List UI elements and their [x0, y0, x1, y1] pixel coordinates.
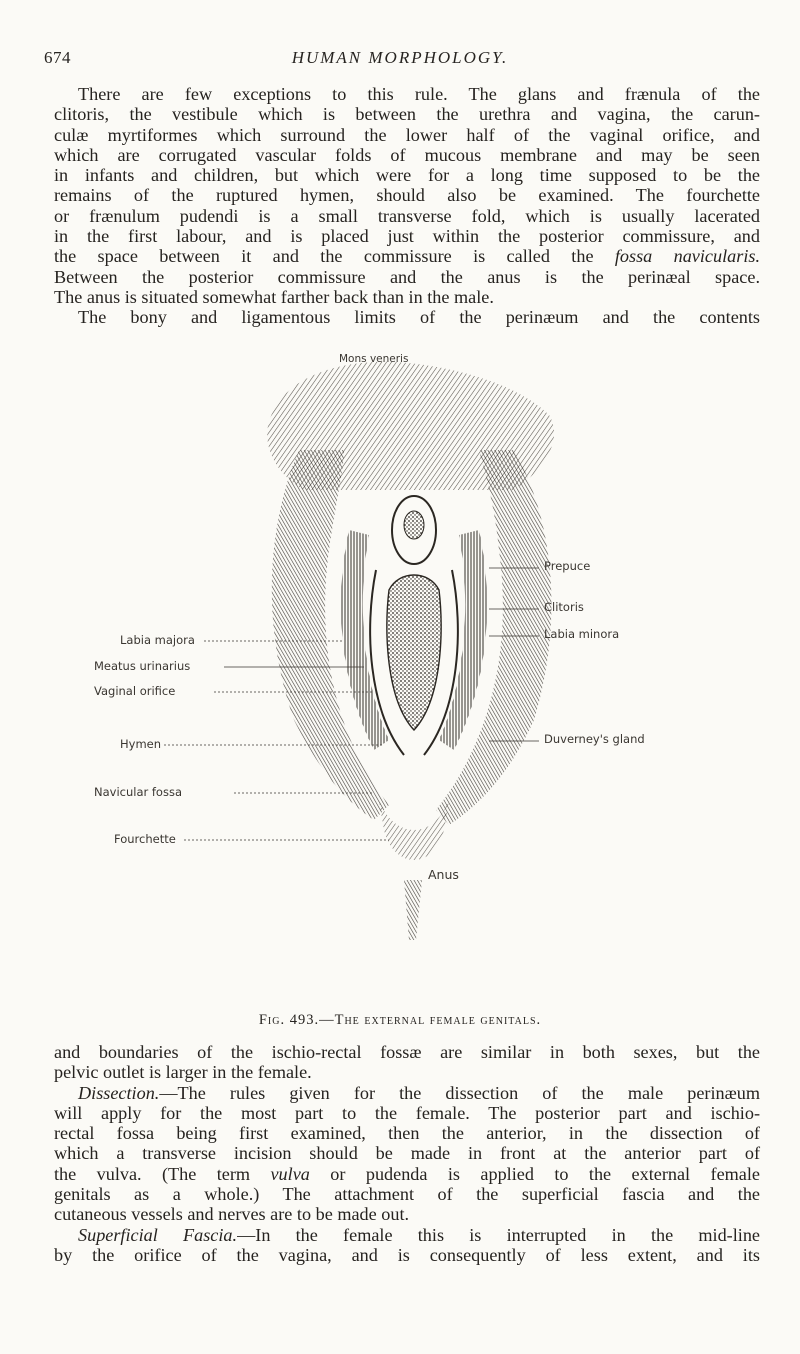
caption-text: —The external female genitals.: [319, 1012, 542, 1028]
text-line: which are corrugated vascular folds of mucous membrane and may be seen: [54, 144, 760, 165]
text-line: The anus is situated somewhat farther back than in the male.: [54, 286, 494, 307]
italic-term: fossa navicularis.: [614, 246, 760, 267]
label-fourchette: Fourchette: [114, 832, 176, 846]
text-line: will apply for the most part to the female. The posterior part and ischio-: [54, 1102, 760, 1123]
text-line: remains of the ruptured hymen, should also be examined. The fourchette: [54, 185, 760, 206]
section-heading-dissection: Dissection.: [78, 1082, 160, 1103]
label-anus: Anus: [428, 867, 459, 882]
text-line: The bony and ligamentous limits of the perinæum and the contents: [78, 307, 760, 328]
label-mons-veneris: Mons veneris: [339, 353, 409, 365]
text-line: Between the posterior commissure and the anus is the perinæal space.: [54, 266, 760, 287]
text-fragment: the space between it and the commissure is called the: [54, 246, 615, 267]
text-line: and boundaries of the ischio-rectal fossæ are similar in both sexes, but the: [54, 1042, 760, 1062]
paragraph-top: [54, 84, 760, 328]
text-line: which a transverse incision should be made in front at the anterior part of: [54, 1143, 760, 1164]
label-prepuce: Prepuce: [544, 559, 591, 573]
label-meatus-urinarius: Meatus urinarius: [94, 659, 191, 673]
text-line-with-term: [54, 1164, 760, 1184]
label-vaginal-orifice: Vaginal orifice: [94, 684, 176, 698]
text-line: culæ myrtiformes which surround the lower half of the vaginal orifice, and: [54, 124, 760, 145]
page-header: [44, 48, 756, 74]
label-hymen: Hymen: [120, 737, 162, 751]
text-fragment: the vulva. (The term: [54, 1163, 271, 1184]
text-line: pelvic outlet is larger in the female.: [54, 1062, 312, 1083]
text-line: by the orifice of the vagina, and is consequently of less extent, and its: [54, 1244, 760, 1265]
figure-caption: [0, 1012, 800, 1029]
label-labia-majora: Labia majora: [120, 633, 195, 647]
anatomical-figure: [44, 300, 756, 1000]
running-title: HUMAN MORPHOLOGY.: [291, 48, 509, 67]
text-line-with-heading: [54, 1083, 760, 1103]
italic-term-vulva: vulva: [270, 1163, 310, 1184]
section-heading-superficial-fascia: Superficial Fascia.: [78, 1224, 238, 1245]
paragraph-bottom: [54, 1042, 760, 1265]
text-fragment: —The rules given for the dissection of the male perinæum: [159, 1082, 760, 1103]
page-number: 674: [44, 48, 71, 67]
label-labia-minora: Labia minora: [544, 627, 620, 641]
text-fragment: —In the female this is interrupted in the mid-line: [237, 1224, 760, 1245]
label-navicular-fossa: Navicular fossa: [94, 785, 183, 799]
text-line-with-term: [54, 246, 760, 266]
text-line: in the first labour, and is placed just within the posterior commissure, and: [54, 226, 760, 247]
text-line: rectal fossa being first examined, then the anterior, in the dissection of: [54, 1123, 760, 1144]
text-line-with-heading: [54, 1225, 760, 1245]
text-line: There are few exceptions to this rule. The glans and frænula of the: [78, 84, 760, 104]
caption-prefix: Fig. 493.: [258, 1012, 320, 1028]
text-line: cutaneous vessels and nerves are to be made out.: [54, 1204, 410, 1225]
text-line: in infants and children, but which were for a long time supposed to be the: [54, 165, 760, 186]
text-line: genitals as a whole.) The attachment of the superficial fascia and the: [54, 1184, 760, 1205]
figure-illustration: [44, 300, 756, 1000]
text-line: or frænulum pudendi is a small transverse fold, which is usually lacerated: [54, 205, 760, 226]
text-line: clitoris, the vestibule which is between the urethra and vagina, the carun-: [54, 104, 760, 125]
label-clitoris: Clitoris: [544, 600, 584, 614]
text-fragment: or pudenda is applied to the external female: [309, 1163, 760, 1184]
label-duverneys-gland: Duverney's gland: [544, 732, 645, 746]
